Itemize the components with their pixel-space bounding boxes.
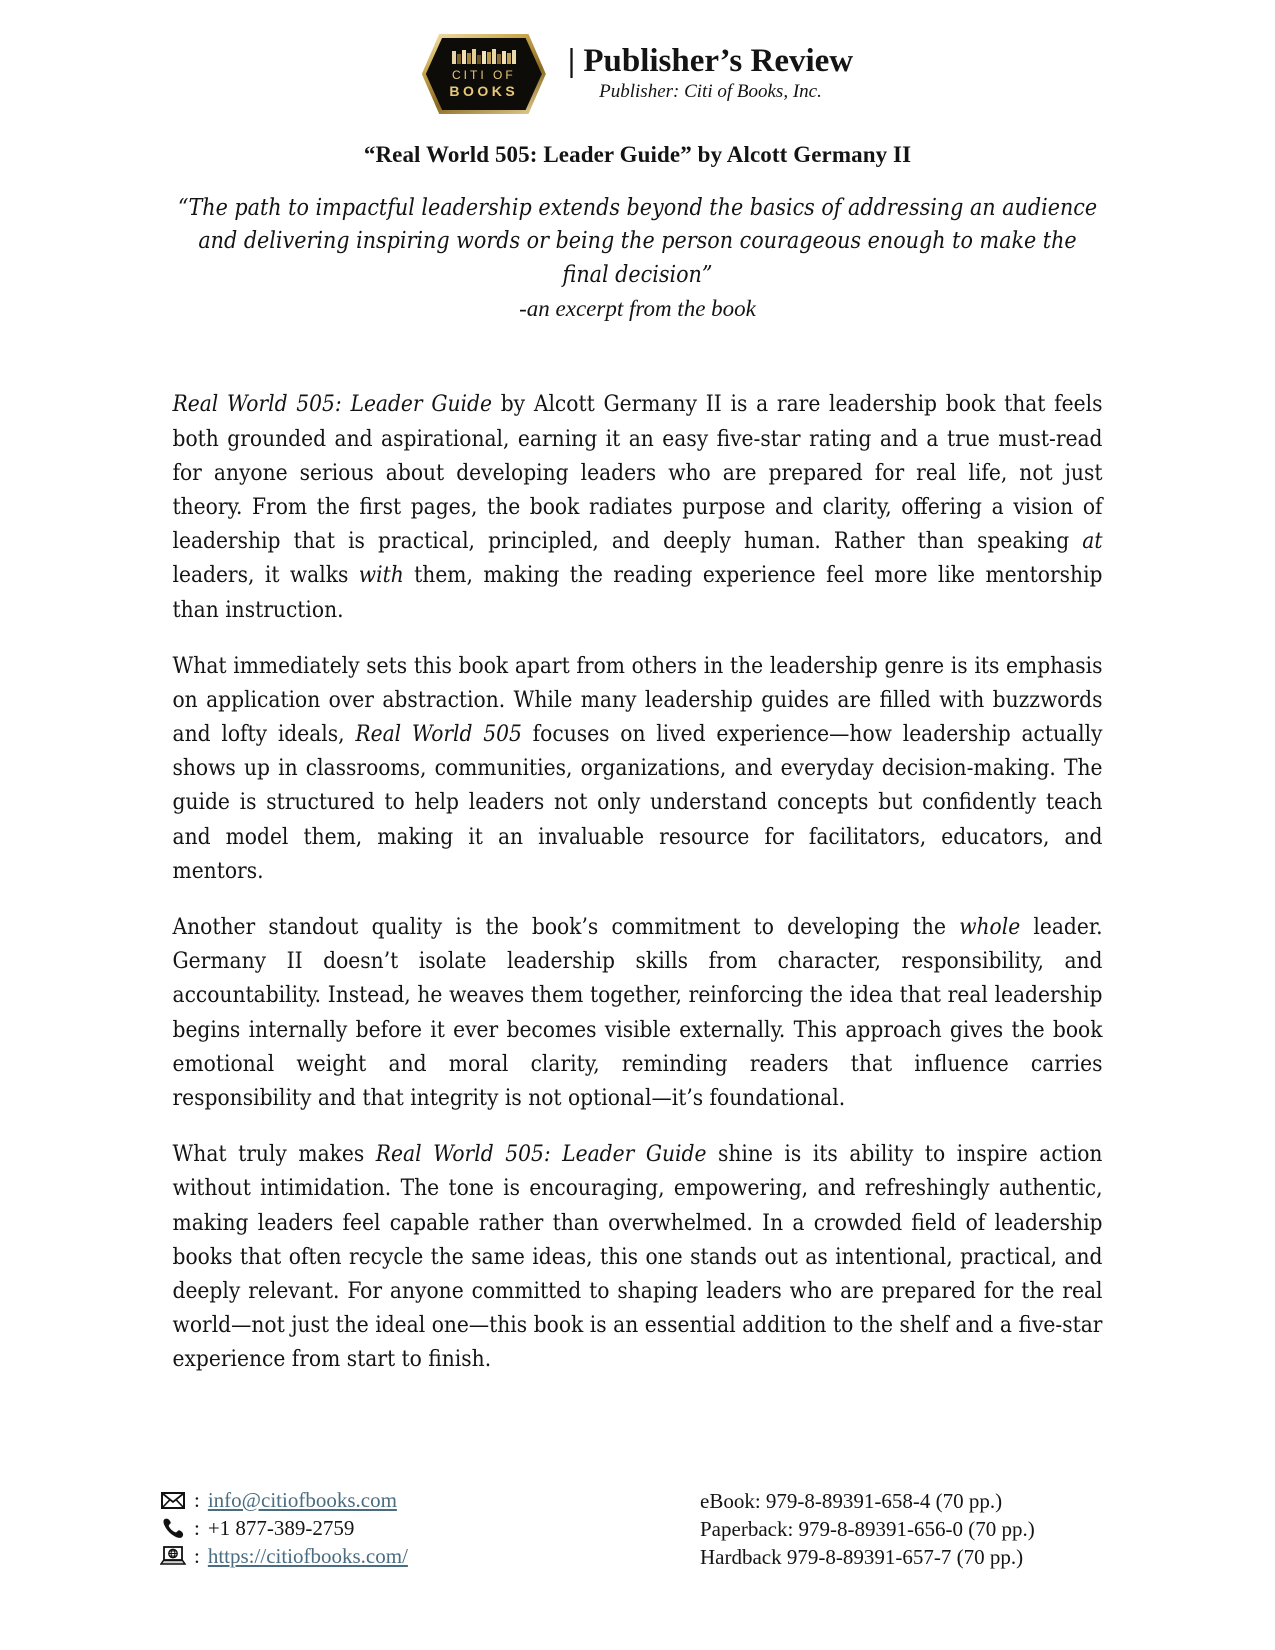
p3-part-2: leader. Germany II doesn’t isolate leadership skills from character, responsibility, and accountability. Instead, he weaves them together, reinforcing the idea that real leadership begins internally before it ever becomes visible externally. This approach gives the book emotional weight and moral clarity, reminding readers that influence carries responsibility and that integrity is not optional—it’s foundational. bbox=[172, 914, 1103, 1111]
contact-list bbox=[160, 1486, 590, 1570]
envelope-icon bbox=[160, 1489, 186, 1511]
p2-italic-1: Real World 505 bbox=[355, 721, 522, 748]
p1-italic-1: at bbox=[1082, 528, 1103, 555]
p1-italic-title: Real World 505: Leader Guide bbox=[172, 391, 492, 418]
isbn-hardback: Hardback 979-8-89391-657-7 (70 pp.) bbox=[700, 1545, 1024, 1570]
logo-line-1: CITI OF bbox=[452, 68, 516, 83]
logo-line-2: BOOKS bbox=[449, 82, 519, 99]
p4-italic-1: Real World 505: Leader Guide bbox=[375, 1141, 707, 1168]
contact-row-email bbox=[160, 1486, 590, 1514]
p3-part-1: Another standout quality is the book’s commitment to developing the bbox=[172, 914, 960, 940]
epigraph-block bbox=[173, 192, 1103, 325]
review-paragraph-1 bbox=[173, 387, 1103, 626]
isbn-ebook: eBook: 979-8-89391-658-4 (70 pp.) bbox=[700, 1489, 1003, 1514]
phone-separator: : bbox=[194, 1515, 200, 1540]
p4-part-2: shine is its ability to inspire action without intimidation. The tone is encouraging, empowering, and refreshingly authentic, making leaders feel capable rather than overwhelmed. In a crowded field of leadership books that often recycle the same ideas, this one stands out as intentional, practical, and deeply relevant. For anyone committed to shaping leaders who are prepared for the real world—not just the ideal one—this book is an essential addition to the shelf and a five-star experience from start to finish. bbox=[172, 1141, 1103, 1373]
review-body bbox=[173, 387, 1103, 1376]
email-separator: : bbox=[194, 1487, 200, 1512]
publisher-line: Publisher: Citi of Books, Inc. bbox=[599, 81, 822, 103]
website-link[interactable]: https://citiofbooks.com/ bbox=[207, 1543, 408, 1568]
review-paragraph-4 bbox=[173, 1137, 1103, 1376]
telephone-icon bbox=[160, 1517, 186, 1539]
laptop-globe-icon bbox=[160, 1545, 186, 1567]
p1-italic-2: with bbox=[358, 562, 404, 589]
logo-content bbox=[422, 34, 546, 114]
p1-part-3: them, making the reading experience feel more like mentorship than instruction. bbox=[172, 562, 1103, 623]
p2-part-2: focuses on lived experience—how leadership actually shows up in classrooms, communities, organizations, and everyday decision-making. The guide is structured to help leaders not only understand concepts but confidently teach and model them, making it an invaluable resource for facilitators, educators, and mentors. bbox=[172, 721, 1103, 884]
isbn-list bbox=[590, 1486, 1175, 1572]
contact-row-phone bbox=[160, 1514, 590, 1542]
masthead-text bbox=[568, 43, 853, 103]
book-shelf-icon bbox=[452, 49, 516, 64]
citi-of-books-logo bbox=[422, 34, 546, 114]
p1-part-2: leaders, it walks bbox=[172, 562, 359, 589]
email-link[interactable]: info@citiofbooks.com bbox=[207, 1487, 397, 1512]
phone-number: +1 877-389-2759 bbox=[207, 1515, 355, 1540]
publication-title: | Publisher’s Review bbox=[567, 42, 854, 79]
book-title-heading: “Real World 505: Leader Guide” by Alcott Germany II bbox=[363, 142, 912, 167]
p4-part-1: What truly makes bbox=[172, 1141, 376, 1168]
p1-part-1: by Alcott Germany II is a rare leadership book that feels both grounded and aspirational, earning it an easy five-star rating and a true must-read for anyone serious about developing leaders who are prepared for real life, not just theory. From the first pages, the book radiates purpose and clarity, offering a vision of leadership that is practical, principled, and deeply human. Rather than speaking bbox=[172, 391, 1103, 555]
epigraph-attribution: -an excerpt from the book bbox=[519, 296, 756, 322]
epigraph-line-1: “The path to impactful leadership extends beyond the basics of addressing an audience and bbox=[177, 195, 1098, 255]
masthead bbox=[0, 0, 1275, 114]
website-separator: : bbox=[194, 1543, 200, 1568]
p3-italic-1: whole bbox=[959, 914, 1021, 940]
p2-part-1: What immediately sets this book apart from others in the leadership genre is its emphasis on application over abstraction. While many leadership guides are filled with buzzwords and lofty ideals, bbox=[172, 652, 1103, 748]
isbn-paperback: Paperback: 979-8-89391-656-0 (70 pp.) bbox=[700, 1517, 1035, 1542]
review-paragraph-2 bbox=[173, 649, 1103, 888]
contact-row-website bbox=[160, 1542, 590, 1570]
review-paragraph-3 bbox=[173, 910, 1103, 1115]
footer bbox=[0, 1486, 1275, 1572]
epigraph-line-2: delivering inspiring words or being the person courageous enough to make the final decision” bbox=[243, 228, 1077, 288]
